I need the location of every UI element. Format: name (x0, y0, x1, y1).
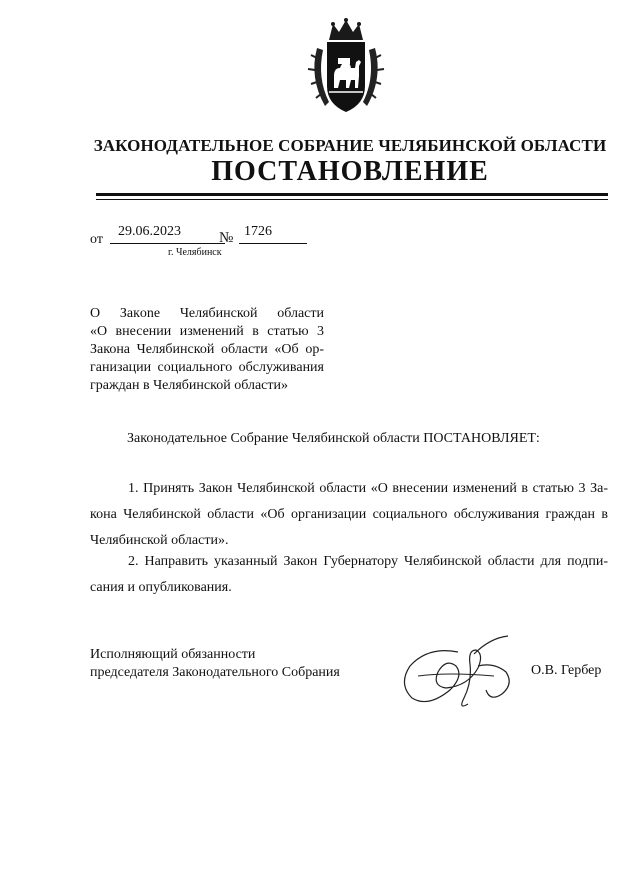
signatory-title (90, 646, 340, 682)
subject-line: ганизации социального обслуживания (90, 360, 324, 375)
subject-line: О Закone Челябинской области (90, 306, 324, 321)
signatory-name: О.В. Гербер (531, 663, 602, 678)
document-subject (90, 305, 324, 395)
document-type-title: ПОСТАНОВЛЕНИЕ (211, 156, 489, 187)
number-underline (239, 243, 307, 244)
item-line: кона Челябинской области «Об организации социального обслуживания граждан в (90, 507, 608, 522)
date-underline (110, 243, 225, 244)
preamble-text: Законодательное Собрание Челябинской области ПОСТАНОВЛЯЕТ: (127, 431, 540, 446)
resolution-item-1 (90, 476, 608, 554)
signatory-title-line: председателя Законодательного Собрания (90, 665, 340, 680)
city-label: г. Челябинск (168, 247, 222, 258)
header-divider-thick (96, 193, 608, 196)
signatory-title-line: Исполняющий обязанности (90, 647, 256, 662)
document-number: 1726 (244, 224, 272, 239)
handwritten-signature (398, 632, 522, 714)
header-divider-thin (96, 199, 608, 200)
coat-of-arms-emblem (307, 18, 385, 118)
subject-line: Закона Челябинской области «Об ор- (90, 342, 324, 357)
subject-line: граждан в Челябинской области» (90, 378, 289, 393)
item-line: Челябинской области». (90, 533, 229, 548)
subject-line: «О внесении изменений в статью 3 (90, 324, 324, 339)
item-line: сания и опубликования. (90, 580, 232, 595)
item-line: 2. Направить указанный Закон Губернатору Челябинской области для подпи- (128, 554, 608, 569)
item-line: 1. Принять Закон Челябинской области «О внесении изменений в статью 3 За- (128, 481, 608, 496)
document-date: 29.06.2023 (118, 224, 181, 239)
number-prefix-label: № (219, 230, 234, 246)
resolution-item-2 (90, 549, 608, 601)
organization-name: ЗАКОНОДАТЕЛЬНОЕ СОБРАНИЕ ЧЕЛЯБИНСКОЙ ОБЛАСТИ (93, 136, 607, 155)
date-prefix-label: от (90, 232, 103, 247)
